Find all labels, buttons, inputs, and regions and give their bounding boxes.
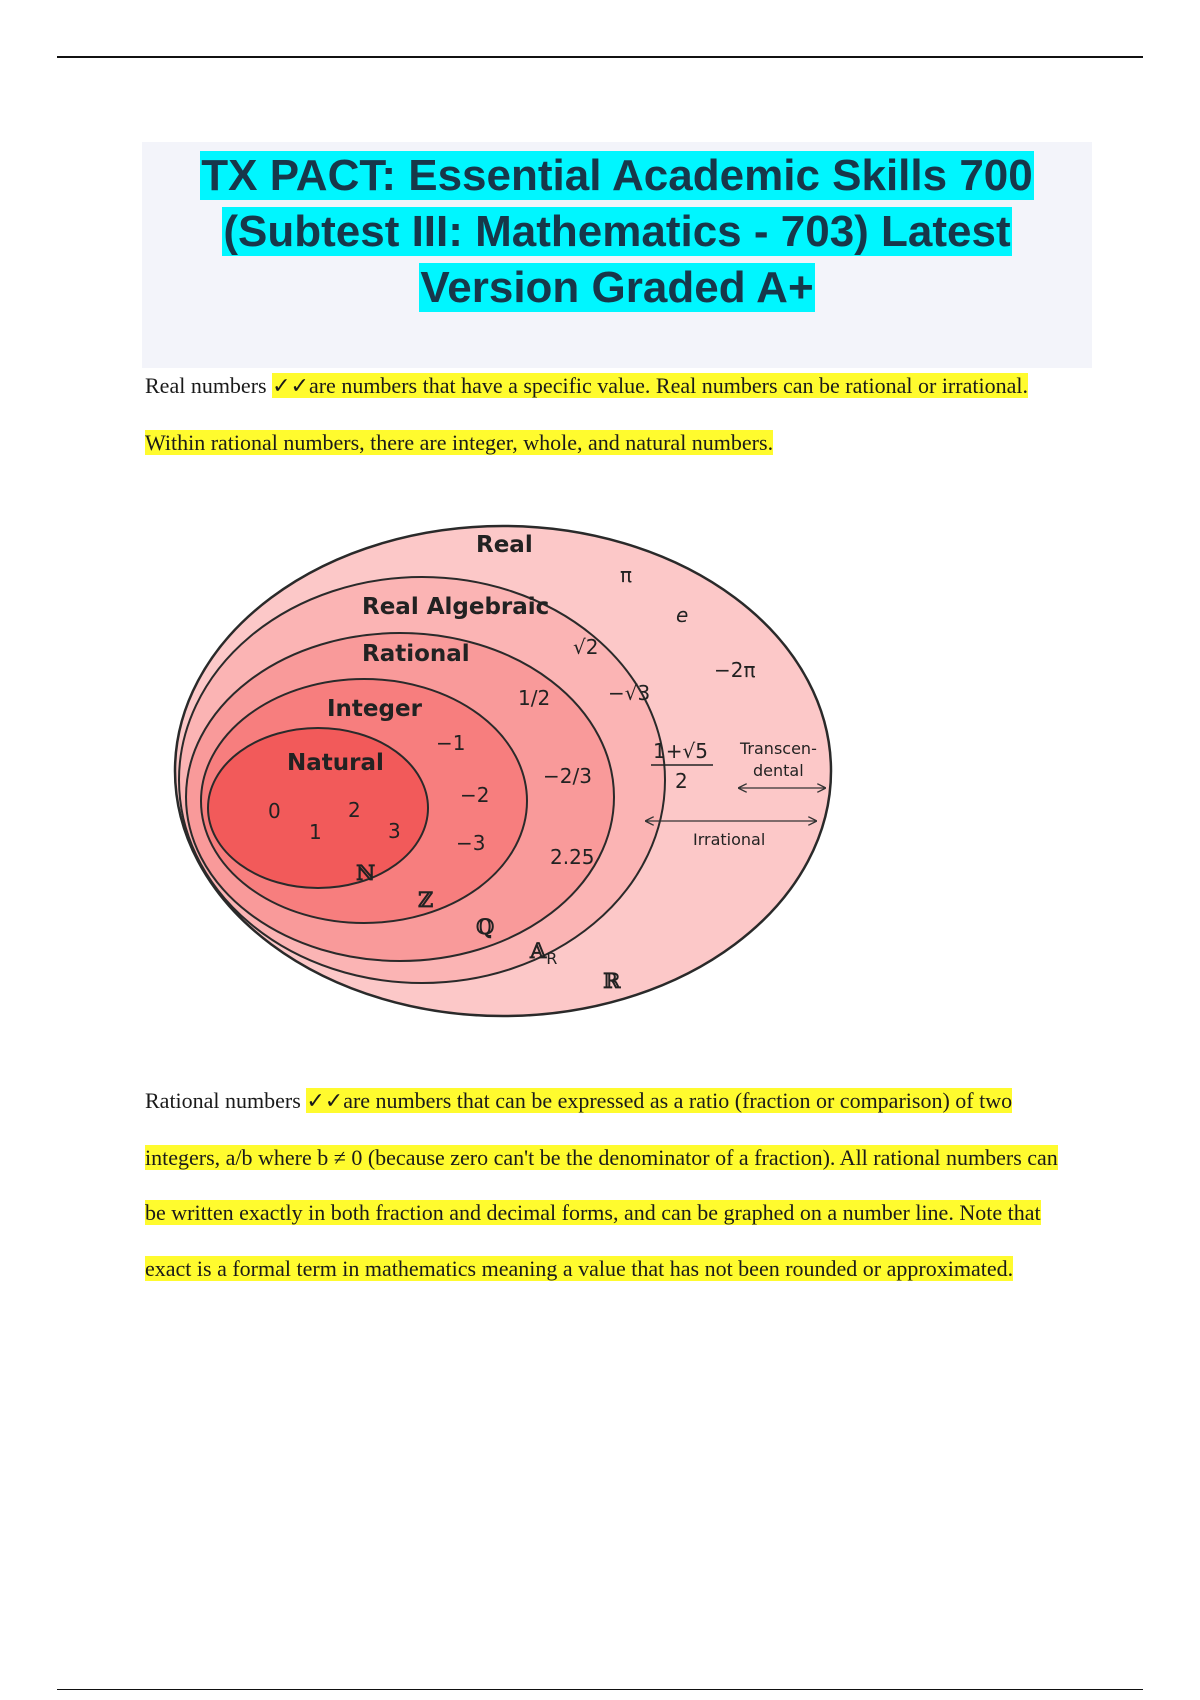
natural-symbol: ℕ — [356, 860, 376, 885]
real-number-e: e — [676, 603, 689, 627]
real-numbers-definition: are numbers that have a specific value. Real numbers can be rational or irrational. Within rational numbers, there are integer, whole, and natural numbers. — [145, 373, 1028, 455]
irrational-label: Irrational — [693, 830, 766, 849]
rational-symbol: ℚ — [476, 914, 495, 939]
rational-number-1: 1/2 — [518, 686, 551, 710]
algebraic-label: Real Algebraic — [362, 594, 550, 620]
title-line-3: Version Graded A+ — [420, 263, 814, 312]
integer-label: Integer — [327, 696, 422, 722]
real-label: Real — [476, 532, 533, 558]
double-check-icon: ✓✓ — [306, 1089, 344, 1114]
title-line-1: TX PACT: Essential Academic Skills 700 — [201, 151, 1033, 200]
integer-number-2: −2 — [460, 783, 490, 807]
number-sets-diagram — [168, 518, 838, 1028]
rational-number-3: 2.25 — [550, 845, 595, 869]
algebraic-number-1: √2 — [573, 635, 599, 659]
real-numbers-highlight — [145, 373, 1028, 455]
real-symbol: ℝ — [603, 968, 621, 993]
rational-numbers-definition: are numbers that can be expressed as a ratio (fraction or comparison) of two integers, a/b where b ≠ 0 (because zero can't be the denominator of a fraction). All rational numbers can be written exactly in both fraction and decimal forms, and can be graphed on a number line. Note that exact is a formal term in mathematics meaning a value that has not been rounded or approximated. — [145, 1088, 1058, 1281]
header-rule — [57, 56, 1143, 58]
integer-number-1: −1 — [436, 731, 466, 755]
natural-number-0: 0 — [268, 799, 281, 823]
rational-numbers-highlight — [145, 1088, 1058, 1281]
natural-number-3: 3 — [388, 819, 401, 843]
algebraic-symbol-sub: R — [546, 949, 558, 968]
golden-ratio-denominator: 2 — [675, 769, 688, 793]
rational-label: Rational — [362, 641, 470, 667]
integer-number-3: −3 — [456, 831, 486, 855]
algebraic-number-2: −√3 — [608, 681, 651, 705]
real-numbers-paragraph — [145, 358, 1080, 471]
transcendental-label-line-2: dental — [753, 761, 804, 780]
document-title — [142, 142, 1092, 316]
transcendental-label-line-1: Transcen- — [740, 739, 817, 758]
rational-numbers-paragraph — [145, 1073, 1080, 1296]
algebraic-symbol-main: 𝔸 — [530, 938, 547, 963]
golden-ratio-numerator: 1+√5 — [653, 739, 708, 763]
real-number-neg-2pi: −2π — [714, 658, 756, 682]
footer-rule — [57, 1689, 1143, 1690]
rational-numbers-term: Rational numbers — [145, 1088, 307, 1113]
natural-label: Natural — [287, 750, 384, 776]
real-numbers-term: Real numbers — [145, 373, 273, 398]
natural-number-1: 1 — [309, 820, 322, 844]
real-number-pi: π — [620, 563, 633, 587]
rational-number-2: −2/3 — [543, 764, 592, 788]
title-banner — [142, 142, 1092, 368]
double-check-icon: ✓✓ — [272, 374, 309, 399]
title-line-2: (Subtest III: Mathematics - 703) Latest — [223, 207, 1011, 256]
integer-symbol: ℤ — [418, 887, 434, 912]
natural-number-2: 2 — [348, 798, 361, 822]
